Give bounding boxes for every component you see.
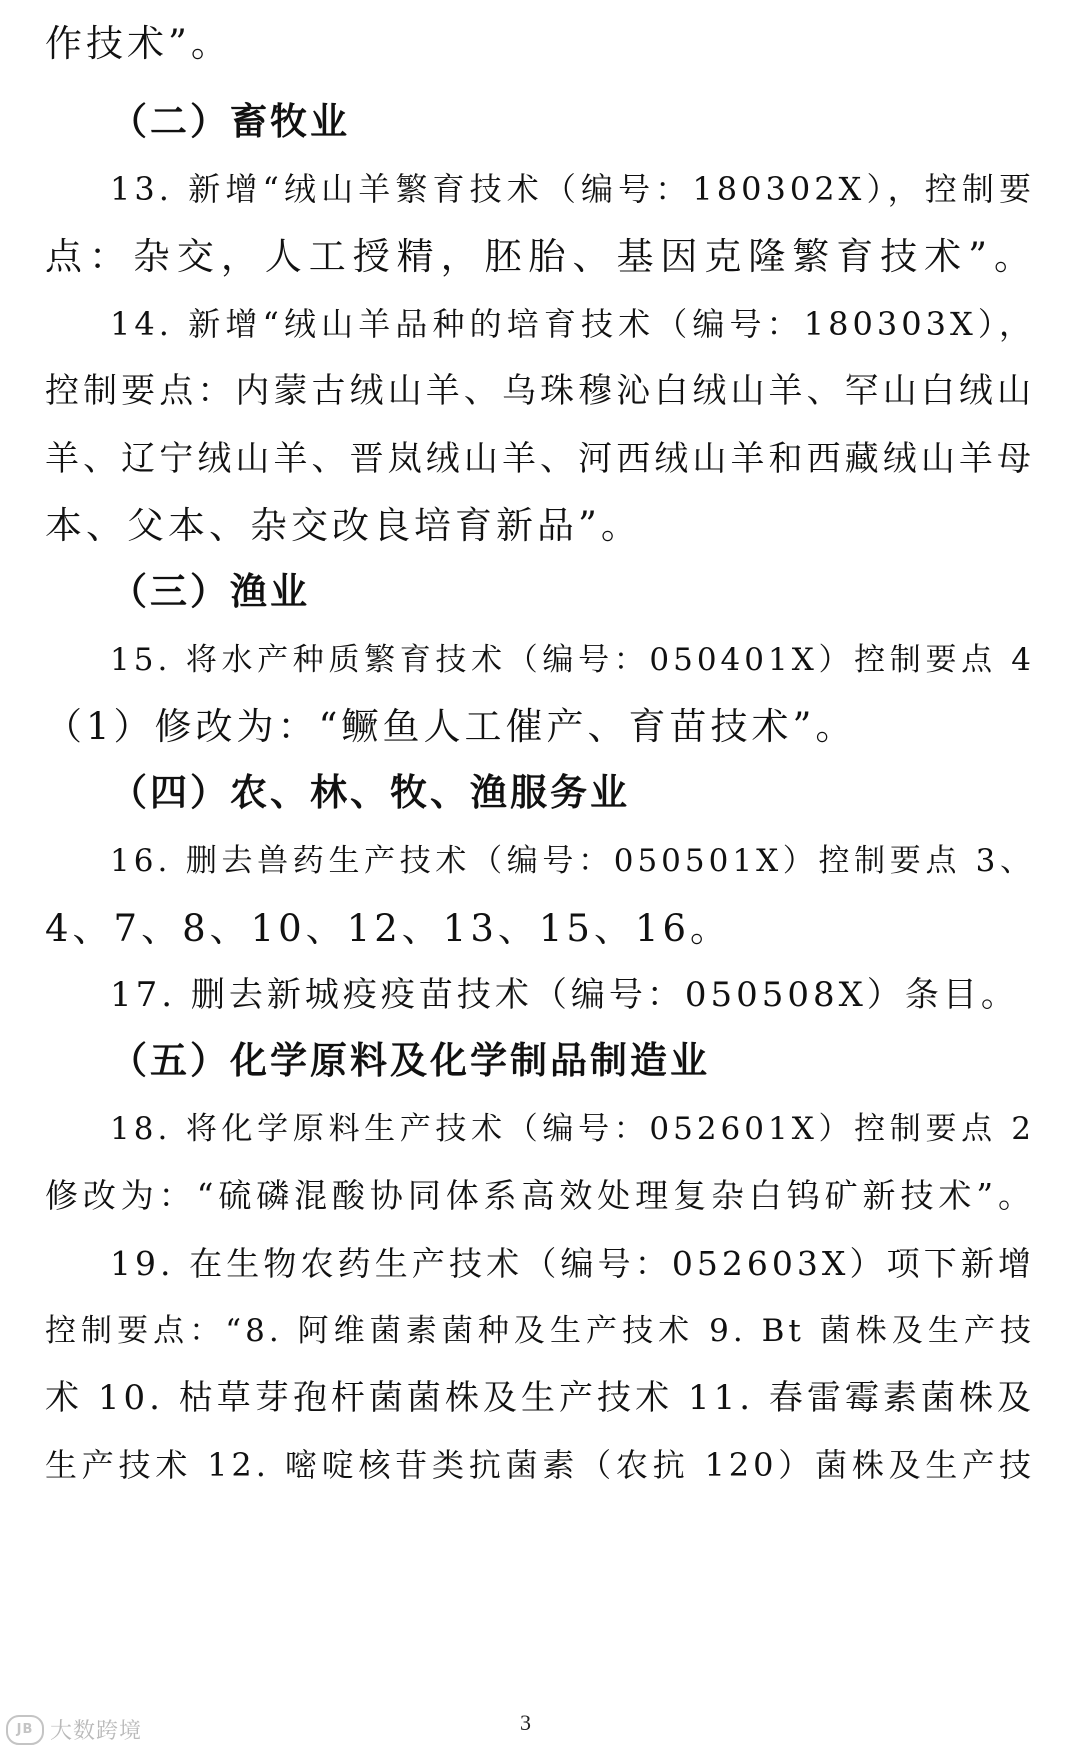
text-line: 生产技术 12. 嘧啶核苷类抗菌素（农抗 120）菌株及生产技 bbox=[45, 1446, 1035, 1484]
section-heading: （三）渔业 bbox=[110, 570, 310, 613]
watermark-logo-icon: JB bbox=[6, 1715, 44, 1745]
text-line: 13. 新增“绒山羊繁育技术（编号：180302X），控制要 bbox=[110, 170, 1035, 208]
text-line: 术 10. 枯草芽孢杆菌菌株及生产技术 11. 春雷霉素菌株及 bbox=[45, 1378, 1035, 1418]
section-heading: （二）畜牧业 bbox=[110, 100, 350, 143]
watermark-text: 大数跨境 bbox=[50, 1719, 143, 1744]
text-line: （1）修改为：“鳜鱼人工催产、育苗技术”。 bbox=[45, 705, 857, 748]
page-number: 3 bbox=[520, 1710, 531, 1735]
text-line: 17. 删去新城疫疫苗技术（编号：050508X）条目。 bbox=[110, 975, 1019, 1015]
text-line: 15. 将水产种质繁育技术（编号：050401X）控制要点 4 bbox=[110, 642, 1035, 678]
text-line: 控制要点：“8. 阿维菌素菌种及生产技术 9. Bt 菌株及生产技 bbox=[45, 1313, 1035, 1349]
text-line: 16. 删去兽药生产技术（编号：050501X）控制要点 3、 bbox=[110, 843, 1035, 879]
text-line: 羊、辽宁绒山羊、晋岚绒山羊、河西绒山羊和西藏绒山羊母 bbox=[45, 439, 1035, 479]
watermark bbox=[6, 1714, 142, 1745]
text-line: 18. 将化学原料生产技术（编号：052601X）控制要点 2 bbox=[110, 1111, 1035, 1147]
text-line: 19. 在生物农药生产技术（编号：052603X）项下新增 bbox=[110, 1244, 1035, 1283]
text-line: 作技术”。 bbox=[45, 22, 232, 65]
text-line: 4、7、8、10、12、13、15、16。 bbox=[45, 907, 732, 950]
text-line: 14. 新增“绒山羊品种的培育技术（编号：180303X）， bbox=[110, 305, 1035, 343]
section-heading: （五）化学原料及化学制品制造业 bbox=[110, 1039, 710, 1082]
text-line: 修改为：“硫磷混酸协同体系高效处理复杂白钨矿新技术”。 bbox=[45, 1176, 1035, 1215]
text-line: 点：杂交，人工授精，胚胎、基因克隆繁育技术”。 bbox=[45, 235, 1035, 278]
text-line: 本、父本、杂交改良培育新品”。 bbox=[45, 504, 642, 547]
text-line: 控制要点：内蒙古绒山羊、乌珠穆沁白绒山羊、罕山白绒山 bbox=[45, 371, 1035, 411]
section-heading: （四）农、林、牧、渔服务业 bbox=[110, 771, 630, 814]
